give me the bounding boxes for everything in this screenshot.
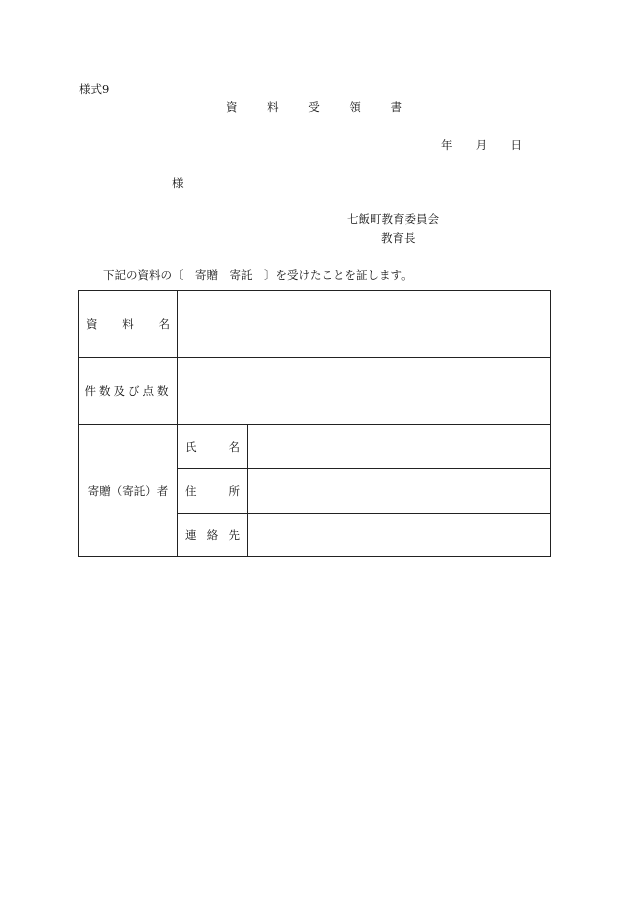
label-char: 名 bbox=[158, 317, 170, 331]
document-title bbox=[226, 100, 402, 114]
material-name-label-cell bbox=[79, 291, 178, 358]
donor-address-label-cell bbox=[178, 469, 248, 514]
material-name-row bbox=[79, 291, 551, 358]
label-char: 料 bbox=[122, 317, 134, 331]
donor-name-label-cell bbox=[178, 425, 248, 469]
title-char: 領 bbox=[349, 100, 361, 114]
title-char: 料 bbox=[267, 100, 279, 114]
count-row bbox=[79, 358, 551, 425]
label-char: 住 bbox=[185, 484, 197, 498]
title-char: 資 bbox=[226, 100, 238, 114]
donor-name-row bbox=[79, 425, 551, 469]
label-char: 所 bbox=[228, 484, 240, 498]
label-char: 先 bbox=[228, 528, 240, 542]
donor-address-field[interactable] bbox=[248, 469, 551, 514]
statement: 下記の資料の〔 寄贈 寄託 〕を受けたことを証します。 bbox=[103, 268, 413, 282]
count-label: 件数及び点数 bbox=[84, 384, 172, 398]
donor-contact-label-cell bbox=[178, 514, 248, 557]
date-day: 日 bbox=[510, 138, 522, 152]
label-char: 資 bbox=[86, 317, 98, 331]
form-number: 様式9 bbox=[79, 82, 110, 96]
label-char: 氏 bbox=[185, 439, 197, 454]
label-char: 名 bbox=[228, 439, 240, 454]
date-line bbox=[441, 138, 522, 152]
issuer-position: 教育長 bbox=[381, 231, 416, 245]
addressee-suffix: 様 bbox=[172, 176, 184, 190]
title-char: 受 bbox=[308, 100, 320, 114]
date-month: 月 bbox=[475, 138, 488, 152]
count-field[interactable] bbox=[178, 358, 551, 425]
receipt-table bbox=[78, 290, 551, 557]
donor-contact-field[interactable] bbox=[248, 514, 551, 557]
date-year: 年 bbox=[441, 138, 453, 152]
issuer-organization: 七飯町教育委員会 bbox=[347, 212, 439, 226]
donor-label: 寄贈（寄託）者 bbox=[87, 483, 169, 498]
donor-name-field[interactable] bbox=[248, 425, 551, 469]
label-char: 連 bbox=[185, 528, 197, 542]
donor-label-cell bbox=[79, 425, 178, 557]
label-char: 絡 bbox=[206, 528, 219, 542]
title-char: 書 bbox=[390, 100, 402, 114]
material-name-field[interactable] bbox=[178, 291, 551, 358]
count-label-cell bbox=[79, 358, 178, 425]
